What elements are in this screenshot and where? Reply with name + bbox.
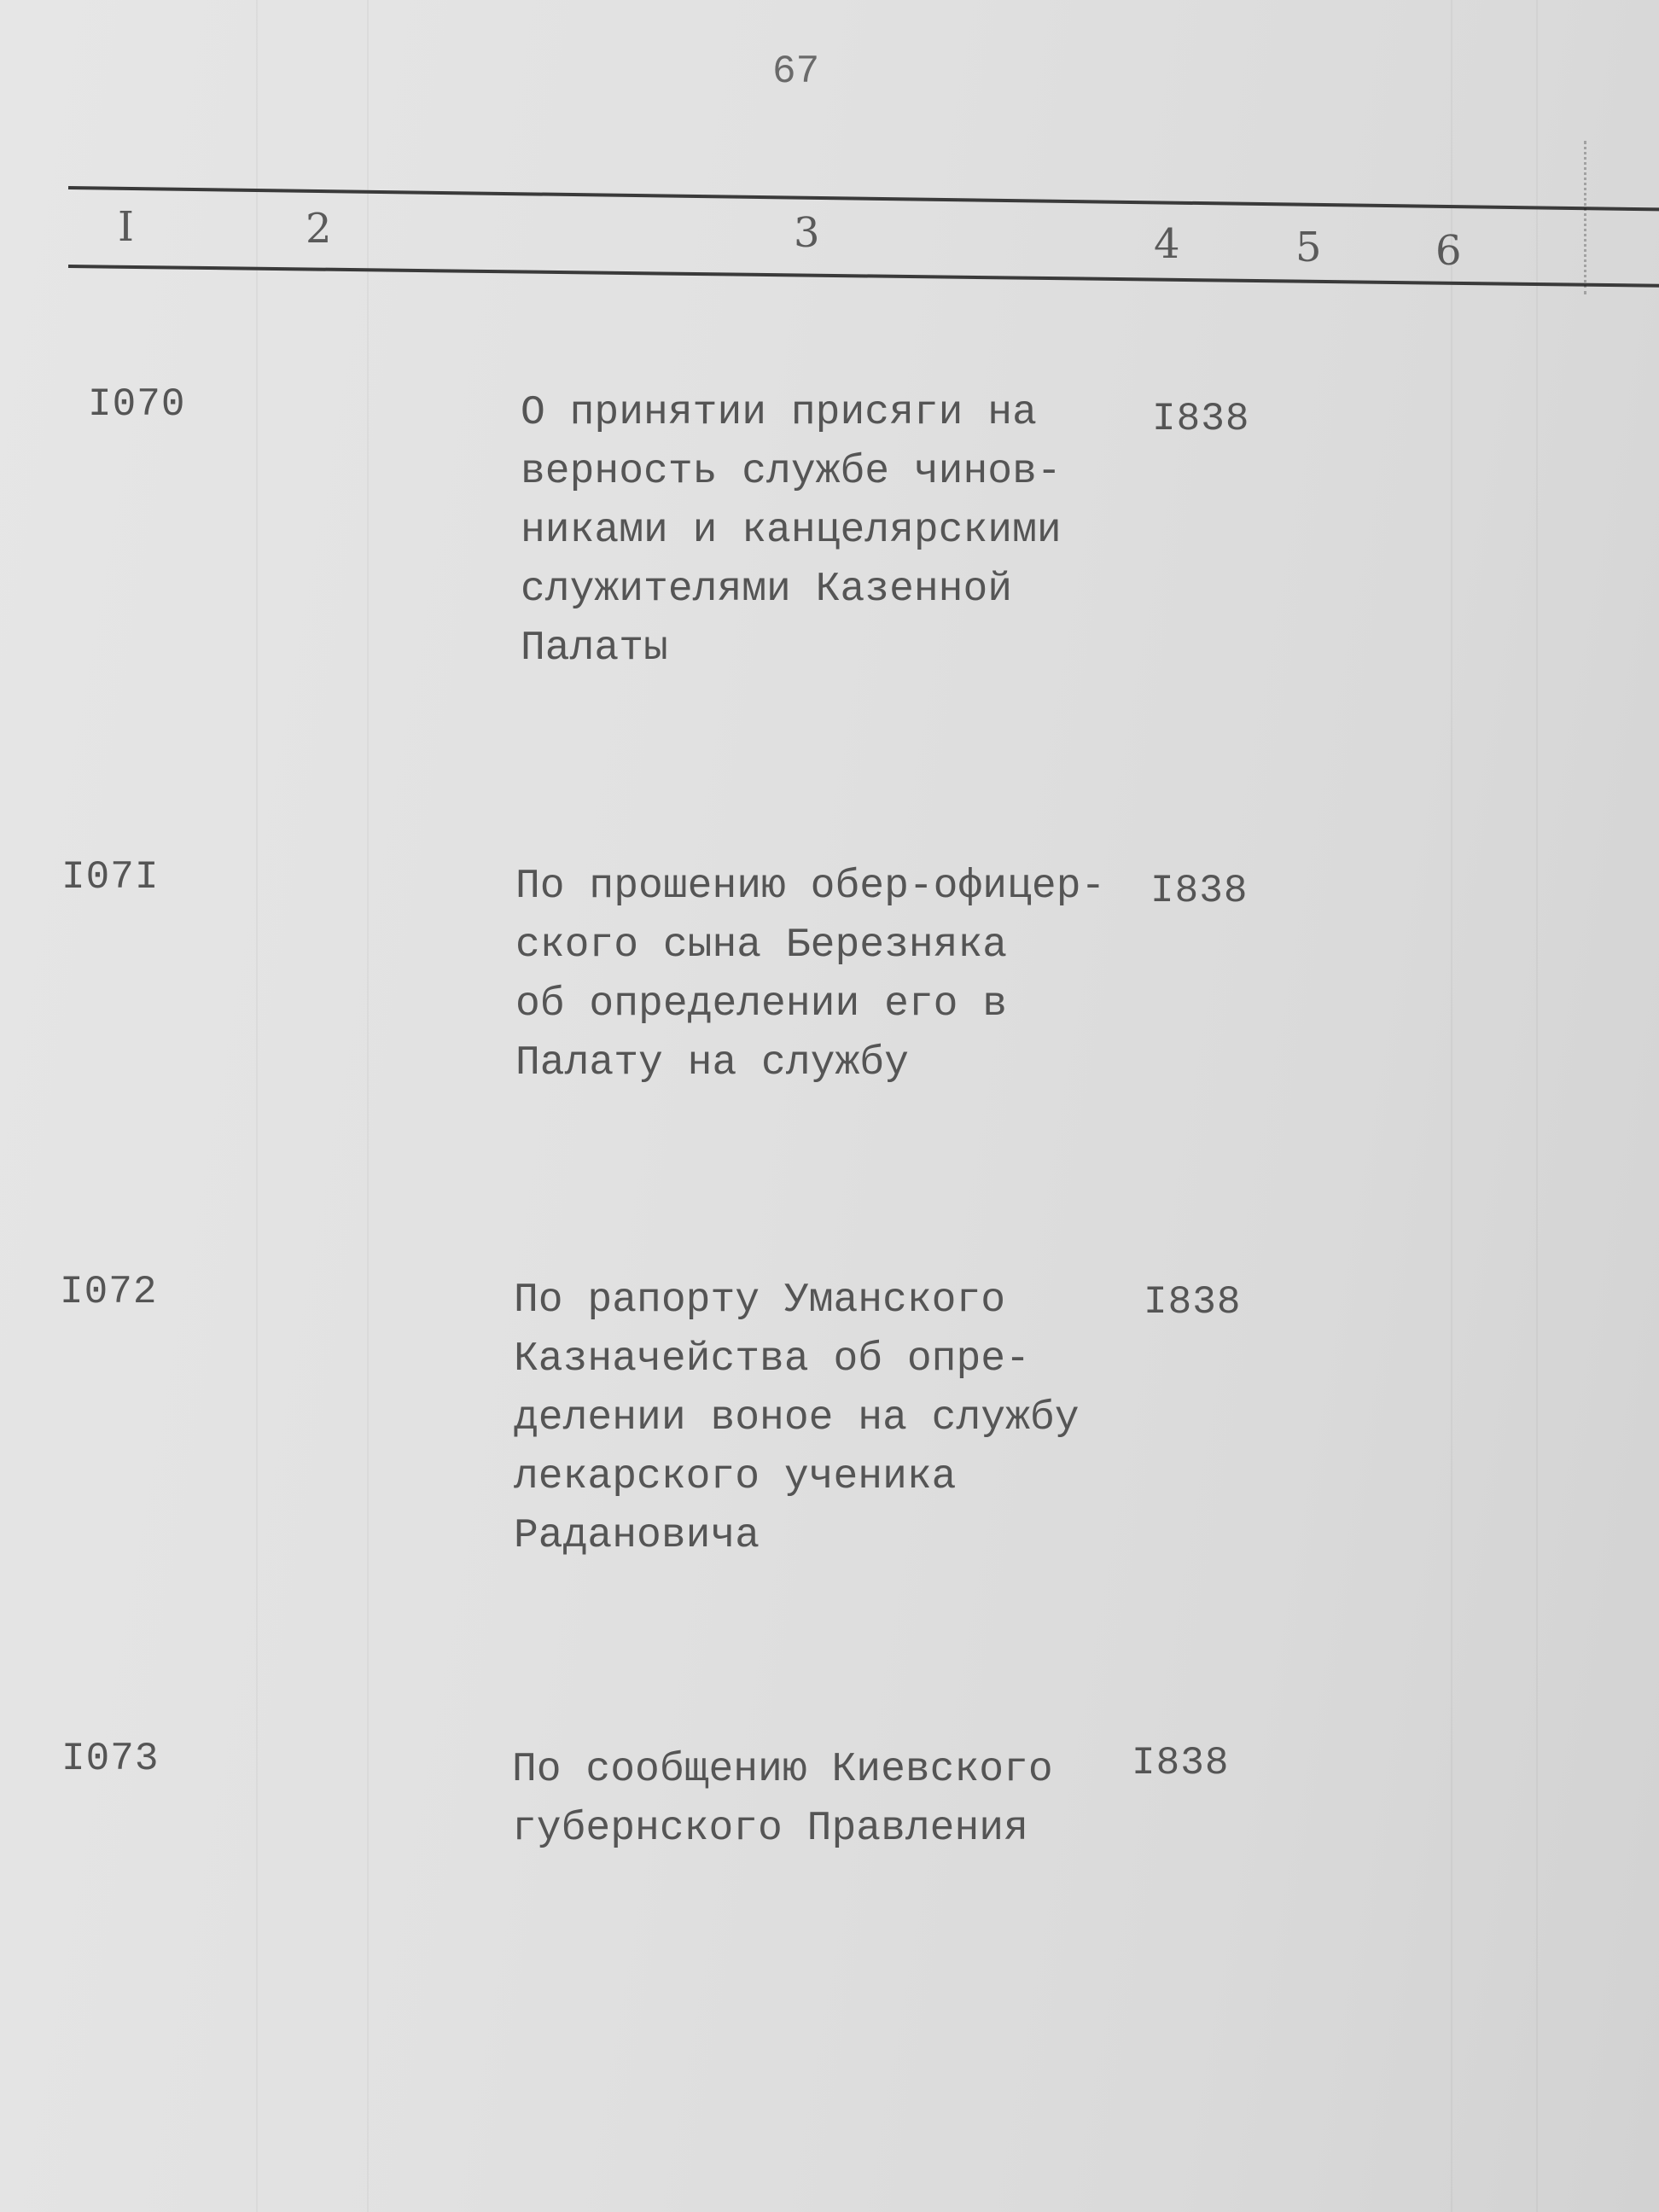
entry-title: По рапорту Уманского Казначейства об опре- делении воное на службу лекарского ученика Радановича xyxy=(514,1278,1080,1559)
column-header-5: 5 xyxy=(1295,224,1322,271)
entry-year: I838 xyxy=(1132,1741,1230,1785)
entry-title: По прошению обер-офицер- ского сына Березняка об определении его в Палату на службу xyxy=(515,864,1106,1086)
column-header-1: I xyxy=(118,203,134,251)
entry-number: I073 xyxy=(61,1737,160,1781)
faint-ruling-line xyxy=(1536,0,1538,2212)
header-bottom-rule xyxy=(68,265,1659,288)
faint-ruling-line xyxy=(1451,0,1452,2212)
faint-ruling-line xyxy=(367,0,369,2212)
entry-title: По сообщению Киевского губернского Правления xyxy=(512,1747,1053,1852)
faint-ruling-line xyxy=(256,0,258,2212)
entry-title: О принятии присяги на верность службе чинов- никами и канцелярскими служителями Казенной Палаты xyxy=(521,390,1062,672)
entry-year: I838 xyxy=(1150,869,1249,913)
column-header-2: 2 xyxy=(306,205,332,253)
entry-number: I070 xyxy=(88,382,186,427)
column-header-6: 6 xyxy=(1435,227,1462,275)
page-number: 67 xyxy=(772,49,820,94)
entry-year: I838 xyxy=(1152,397,1250,441)
entry-number: I072 xyxy=(60,1270,158,1314)
column-header-3: 3 xyxy=(794,209,820,257)
entry-year: I838 xyxy=(1144,1280,1242,1324)
entry-number: I07I xyxy=(61,855,160,899)
column-header-4: 4 xyxy=(1154,220,1180,268)
edge-marks xyxy=(1584,141,1592,294)
